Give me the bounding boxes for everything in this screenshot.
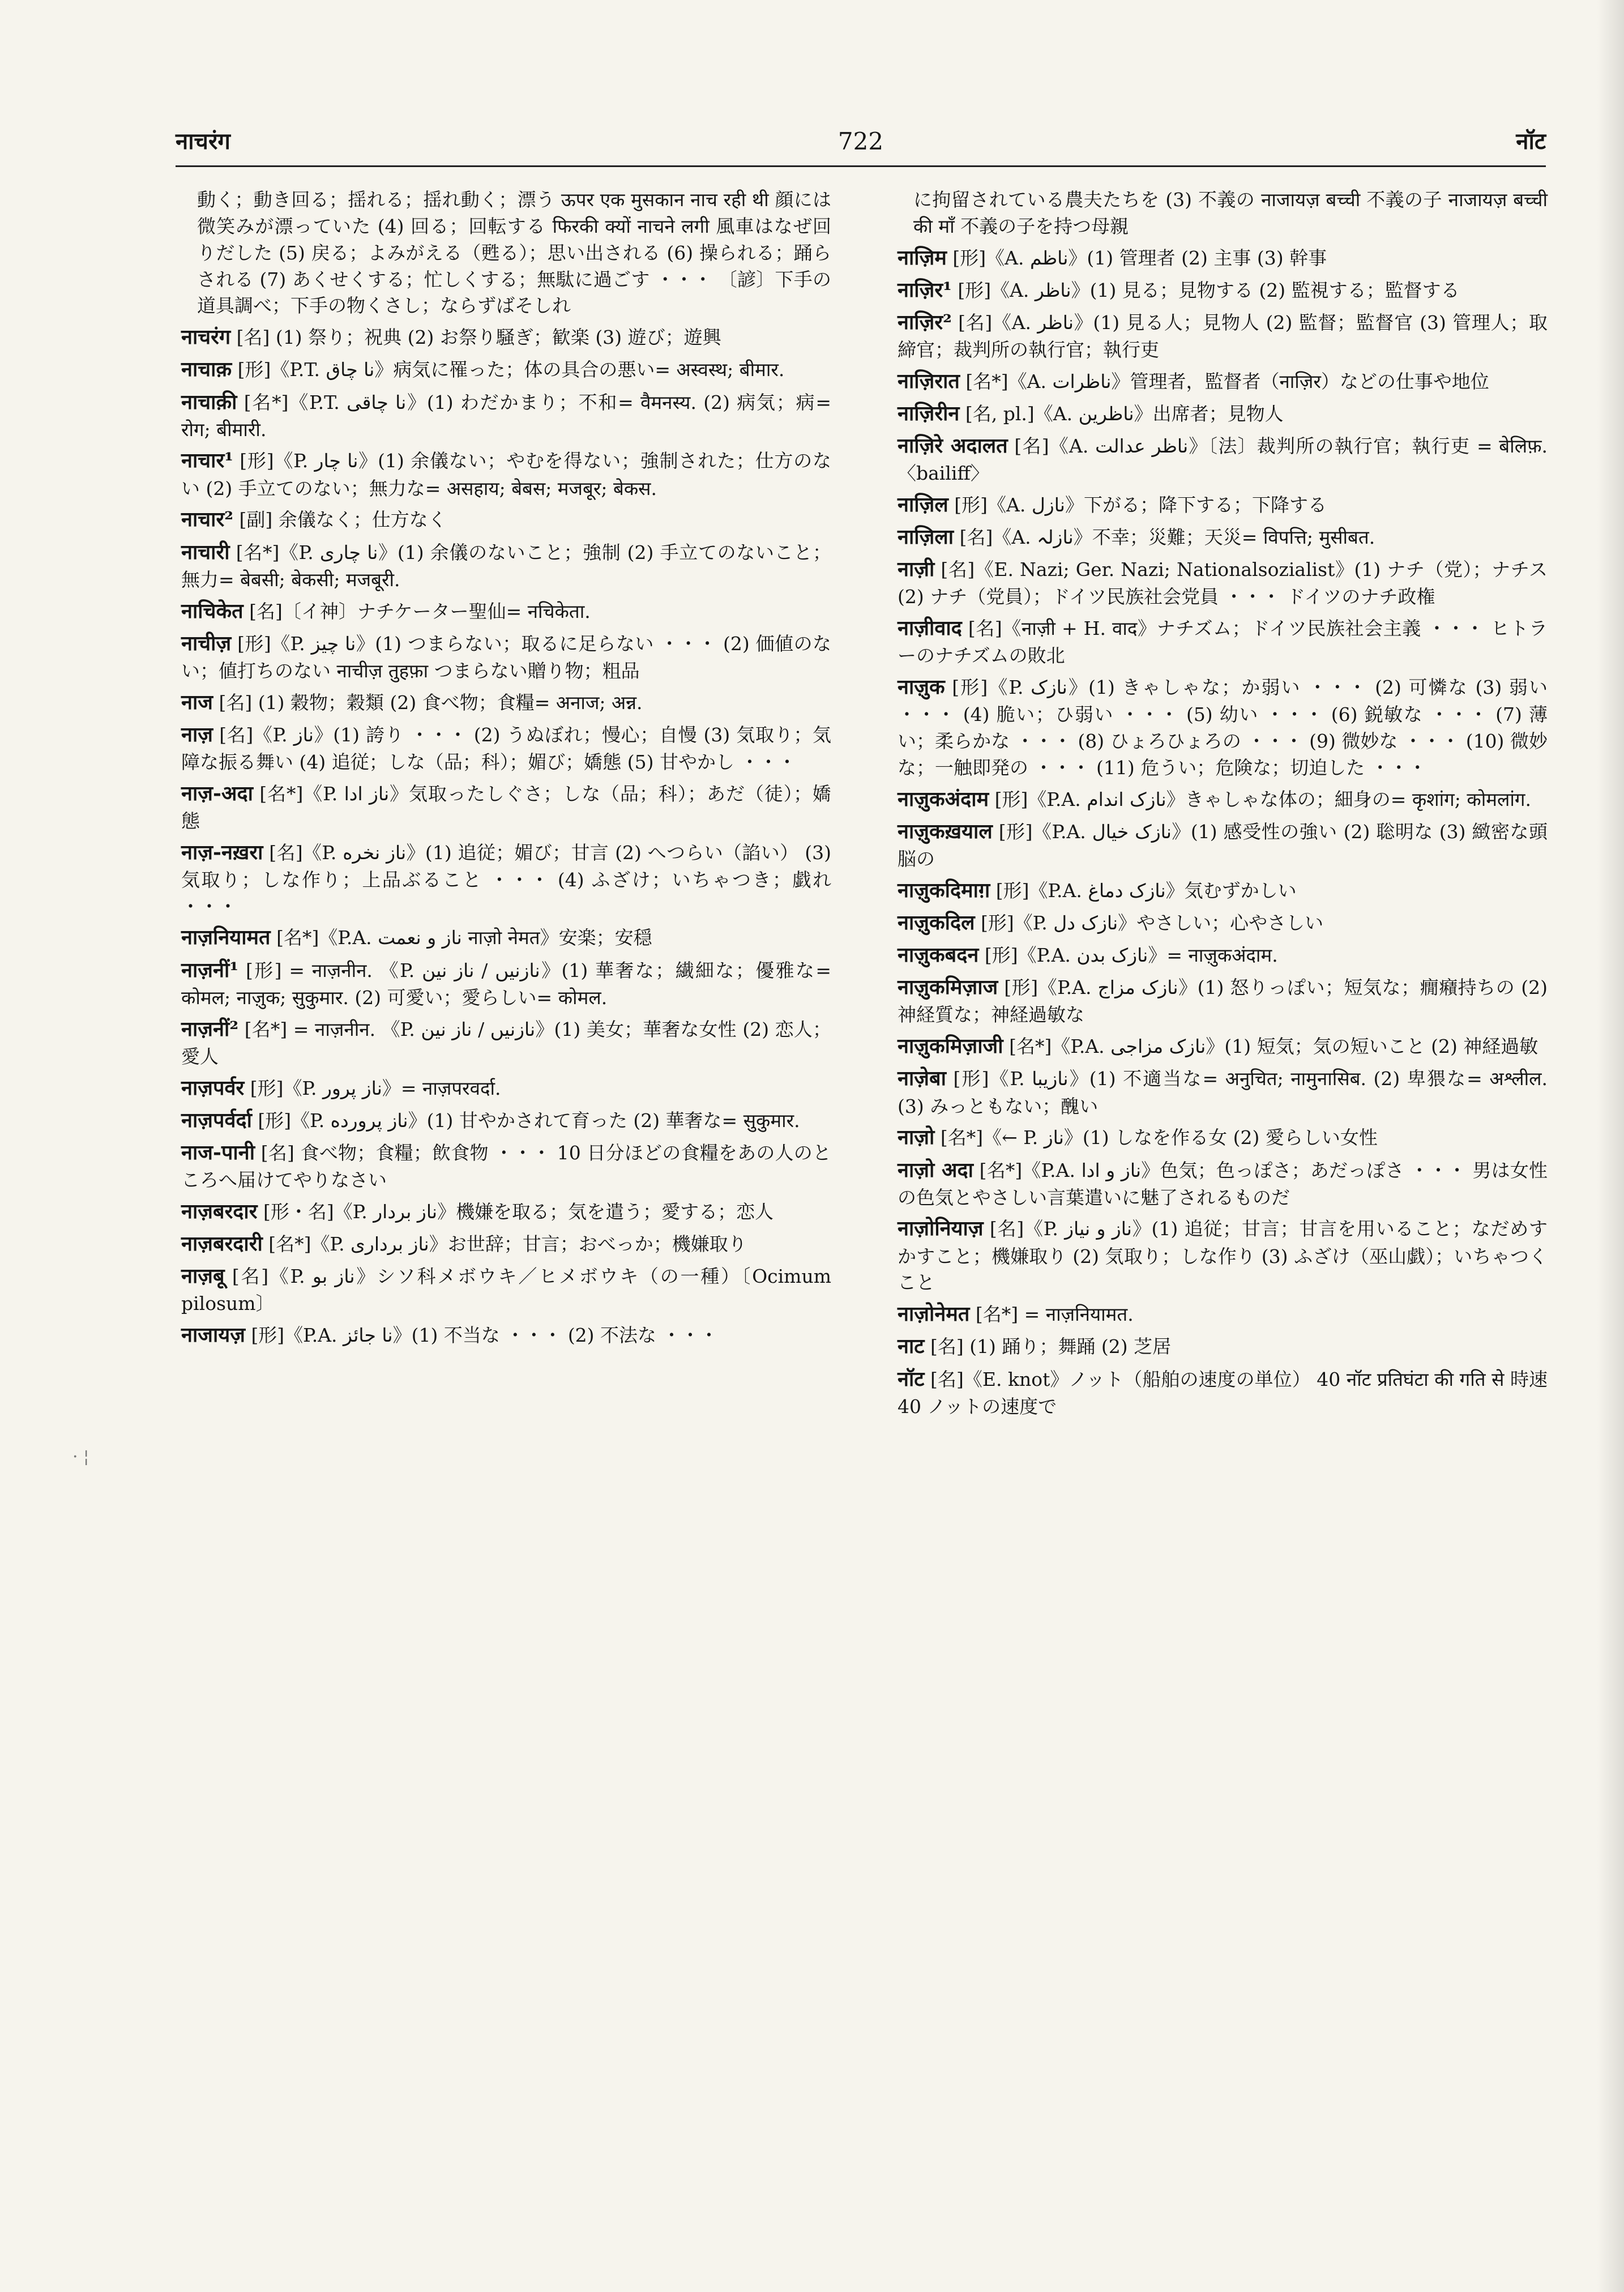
- entry-definition: [名*]《P.A. ناز و نعمت नाज़ो नेमत》安楽；安穏: [276, 927, 652, 949]
- entry-definition: [形]《P.A. نازک مزاج》(1) 怒りっぽい；短気な；癇癪持ちの (2) 神経質な；神経過敏な: [898, 976, 1548, 1026]
- entry-definition: [名*]《P.T. نا چاقی》(1) わだかまり；不和= वैमनस्य. (2) 病気；病= रोग; बीमारी.: [181, 391, 831, 441]
- entry-headword: नाज़पर्वर्दा: [181, 1108, 252, 1132]
- dictionary-entry: [181, 1321, 831, 1350]
- entry-definition: [名, pl.]《A. ناظرین》出席者；見物人: [965, 403, 1284, 425]
- dictionary-entry: [181, 446, 831, 502]
- dictionary-entry: [181, 1015, 831, 1070]
- entry-definition: [名]《P. ناز》(1) 誇り ・・・ (2) うぬぼれ；慢心；自慢 (3) 気取り；気障な振る舞い (4) 追従；しな（品；科）；媚び；嬌態 (5) 甘やかし ・・・: [181, 723, 831, 773]
- entry-definition: [形]《A. نازل》下がる；降下する；下降する: [954, 494, 1327, 517]
- dictionary-entry: [898, 673, 1548, 782]
- entry-definition: [形]《P. نا چار》(1) 余儀ない；やむを得ない；強制された；仕方のない (2) 手立てのない；無力な= असहाय; बेबस; मजबूर; बेकस.: [181, 450, 831, 500]
- entry-headword: नाज़िला: [898, 525, 954, 549]
- dictionary-entry: [898, 941, 1548, 970]
- entry-headword: नाज़ुकमिज़ाजी: [898, 1034, 1003, 1058]
- dictionary-entry: [181, 688, 831, 717]
- dictionary-entry: [898, 614, 1548, 669]
- entry-headword: नॉट: [898, 1367, 925, 1391]
- entry-headword: नाज-पानी: [181, 1140, 255, 1164]
- entry-headword: नाज़िर¹: [898, 278, 952, 302]
- entry-headword: नाज़ोनेमत: [898, 1302, 970, 1326]
- entry-headword: नाज़-अदा: [181, 781, 253, 805]
- dictionary-entry: [898, 244, 1548, 272]
- entry-definition: [名*]《P. نا چاری》(1) 余儀のないこと；強制 (2) 手立てのないこと；無力= बेबसी; बेकसी; मजबूरी.: [181, 541, 832, 591]
- dictionary-entry: [181, 1138, 831, 1194]
- entry-headword: नाचरंग: [181, 325, 231, 349]
- dictionary-entry: [181, 187, 831, 319]
- header-first-headword: नाचरंग: [176, 128, 230, 155]
- entry-headword: नाजायज़: [181, 1322, 245, 1347]
- entry-headword: नाज़नीं¹: [181, 958, 239, 982]
- dictionary-entry: [181, 720, 831, 776]
- entry-definition: [名] (1) 穀物；穀類 (2) 食べ物；食糧= अनाज; अन्न.: [219, 691, 643, 714]
- dictionary-entry: [898, 785, 1548, 814]
- dictionary-entry: [898, 399, 1548, 428]
- entry-definition: [形]《P. نازیبا》(1) 不適当な= अनुचित; नामुनासिब. (2) 卑猥な= अश्लील. (3) みっともない；醜い: [898, 1068, 1548, 1117]
- entry-headword: नाज़नियामत: [181, 925, 271, 950]
- entry-headword: नाज़बरदार: [181, 1199, 258, 1223]
- entry-definition: [形]《A. ناظم》(1) 管理者 (2) 主事 (3) 幹事: [952, 246, 1327, 269]
- dictionary-entry: [898, 973, 1548, 1028]
- entry-definition: [名]《E. Nazi; Ger. Nazi; Nationalsozialist》(1) ナチ（党）；ナチス (2) ナチ（党員）；ドイツ民族社会党員 ・・・ ドイツのナチ政権: [898, 558, 1548, 608]
- entry-headword: नाज़िरे अदालत: [898, 434, 1008, 458]
- dictionary-entry: [181, 923, 831, 952]
- entry-definition: [形]《A. ناظر》(1) 見る；見物する (2) 監視する；監督する: [958, 279, 1460, 301]
- entry-headword: नाज़-नख़रा: [181, 840, 263, 864]
- entry-definition: [名]《P. ناز بو》シソ科メボウキ／ヒメボウキ（の一種）〔Ocimum pilosum〕: [181, 1265, 832, 1315]
- entry-definition: [形]《P.A. نازک دماغ》気むずかしい: [995, 880, 1297, 902]
- entry-headword: नाज़ुकदिल: [898, 911, 975, 935]
- entry-headword: नाज़ुकबदन: [898, 943, 979, 967]
- entry-headword: नाज़ी: [898, 557, 935, 582]
- entry-definition: [名]《A. ناظر》(1) 見る人；見物人 (2) 監督；監督官 (3) 管理人；取締官；裁判所の執行官；執行吏: [898, 311, 1548, 361]
- left-column: [181, 187, 831, 1353]
- entry-definition: に拘留されている農夫たちを (3) 不義の नाजायज़ बच्ची 不義の子 नाजायज़ बच्ची की माँ 不義の子を持つ母親: [913, 189, 1548, 237]
- entry-headword: नाज़ुकमिज़ाज: [898, 975, 998, 1000]
- dictionary-entry: [181, 597, 831, 626]
- header-last-headword: नॉट: [1516, 128, 1546, 155]
- entry-definition: [名]《A. نازلہ》不幸；災難；天災= विपत्ति; मुसीबत.: [959, 526, 1375, 549]
- entry-headword: नाज़िम: [898, 245, 947, 270]
- dictionary-entry: [898, 367, 1548, 396]
- entry-definition: [形]《P.A. نازک خیال》(1) 感受性の強い (2) 聡明な (3) 緻密な頭脳の: [898, 821, 1548, 870]
- entry-headword: नाट: [898, 1334, 925, 1359]
- dictionary-entry: [898, 187, 1548, 240]
- right-column: [898, 187, 1548, 1423]
- entry-definition: [名]〔イ神〕ナチケーター聖仙= नचिकेता.: [249, 600, 591, 622]
- entry-headword: नाज़बू: [181, 1264, 225, 1288]
- dictionary-entry: [898, 308, 1548, 364]
- dictionary-entry: [898, 523, 1548, 552]
- page-number: 722: [837, 127, 884, 155]
- entry-headword: नाज़ोनियाज़: [898, 1217, 984, 1241]
- entry-headword: नाज़ो: [898, 1125, 935, 1150]
- entry-definition: [名*] = नाज़नियामत.: [975, 1303, 1134, 1326]
- running-header: [176, 126, 1546, 162]
- entry-headword: नाज़ुकअंदाम: [898, 787, 989, 811]
- page-edge-shadow: [1597, 0, 1624, 2292]
- header-rule: [176, 165, 1546, 167]
- entry-headword: नाचार²: [181, 507, 233, 532]
- dictionary-entry: [181, 1262, 831, 1317]
- dictionary-entry: [898, 908, 1548, 937]
- entry-definition: [名] (1) 踊り；舞踊 (2) 芝居: [930, 1335, 1172, 1358]
- entry-definition: [名*]《← P. ناز》(1) しなを作る女 (2) 愛らしい女性: [940, 1126, 1378, 1149]
- dictionary-entry: [898, 276, 1548, 305]
- entry-headword: नाचीज़: [181, 631, 232, 655]
- entry-definition: [名] 食べ物；食糧；飲食物 ・・・ 10 日分ほどの食糧をあの人のところへ届けてやりなさい: [181, 1141, 831, 1191]
- entry-headword: नाज: [181, 690, 213, 714]
- entry-headword: नाज़ेबा: [898, 1066, 946, 1091]
- entry-definition: [名*]《A. ناظرات》管理者，監督者（नाज़िर）などの仕事や地位: [965, 370, 1489, 392]
- entry-headword: नाज़िरीन: [898, 402, 960, 426]
- entry-definition: [名]《P. ناز نخره》(1) 追従；媚び；甘言 (2) へつらい（諂い） (3) 気取り；しな作り；上品ぶること ・・・ (4) ふざけ；いちゃつき；戯れ ・・・: [181, 841, 831, 917]
- entry-headword: नाज़ीवाद: [898, 616, 962, 641]
- entry-definition: [名*]《P.A. ناز و ادا》色気；色っぽさ；あだっぽさ ・・・ 男は女性の色気とやさしい言葉遣いに魅了されるものだ: [898, 1159, 1548, 1209]
- dictionary-entry: [181, 1230, 831, 1258]
- dictionary-entry: [898, 1156, 1548, 1211]
- entry-definition: [名]《E. knot》ノット（船舶の速度の単位） 40 नॉट प्रतिघंटा की गति से 時速 40 ノットの速度で: [898, 1368, 1548, 1418]
- dictionary-entry: [181, 355, 831, 384]
- dictionary-entry: [898, 876, 1548, 905]
- margin-mark: · ¦: [72, 1447, 89, 1467]
- entry-headword: नाज़: [181, 722, 213, 746]
- entry-definition: [形]《P.A. نازک اندام》きゃしゃな体の；細身の= कृशांग; कोमलांग.: [994, 788, 1531, 810]
- entry-headword: नाज़ुकख़याल: [898, 820, 993, 844]
- entry-headword: नाज़िर²: [898, 310, 952, 334]
- entry-headword: नाज़ुक: [898, 675, 945, 699]
- dictionary-entry: [898, 1064, 1548, 1120]
- dictionary-entry: [898, 817, 1548, 873]
- entry-headword: नाज़बरदारी: [181, 1231, 263, 1256]
- entry-definition: [形]《P. نا چیز》(1) つまらない；取るに足らない ・・・ (2) 価値のない；値打ちのない नाचीज़ तुहफ़ा つまらない贈り物；粗品: [181, 632, 832, 682]
- entry-headword: नाज़िरात: [898, 369, 960, 393]
- entry-definition: [名]《नाज़ी + H. वाद》ナチズム；ドイツ民族社会主義 ・・・ ヒトラーのナチズムの敗北: [898, 617, 1548, 667]
- dictionary-entry: [898, 555, 1548, 611]
- dictionary-entry: [181, 538, 831, 594]
- entry-definition: [名*]《P. ناز ادا》気取ったしぐさ；しな（品；科）；あだ（徒）；嬌態: [181, 782, 832, 832]
- entry-definition: [形]《P. ناز پرورده》(1) 甘やかされて育った (2) 華奢な= सुकुमार.: [258, 1109, 800, 1132]
- entry-headword: नाज़िल: [898, 493, 948, 517]
- entry-definition: [副] 余儀なく；仕方なく: [239, 509, 447, 531]
- entry-headword: नाज़ुकदिमाग़: [898, 878, 990, 903]
- dictionary-entry: [181, 1074, 831, 1103]
- dictionary-entry: [898, 1332, 1548, 1361]
- entry-definition: [形・名]《P. ناز بردار》機嫌を取る；気を遣う；愛する；恋人: [263, 1200, 774, 1223]
- dictionary-entry: [181, 838, 831, 920]
- dictionary-entry: [898, 432, 1548, 487]
- dictionary-entry: [181, 629, 831, 685]
- dictionary-entry: [898, 1214, 1548, 1296]
- entry-definition: [名*]《P.A. نازک مزاجی》(1) 短気；気の短いこと (2) 神経過敏: [1009, 1035, 1538, 1058]
- entry-definition: [名*] = नाज़नीन. 《P. نازنیں / ناز نین》(1) 美女；華奢な女性 (2) 恋人；愛人: [181, 1018, 832, 1068]
- entry-headword: नाचार¹: [181, 449, 233, 473]
- dictionary-entry: [181, 1197, 831, 1226]
- dictionary-entry: [181, 505, 831, 534]
- dictionary-entry: [898, 490, 1548, 519]
- entry-definition: [形] = नाज़नीन. 《P. نازنیں / ناز نین》(1) 華奢な；繊細な；優雅な= कोमल; नाज़ुक; सुकुमार. (2) 可愛い；愛らしい= कोमल.: [181, 959, 832, 1009]
- entry-definition: [名] (1) 祭り；祝典 (2) お祭り騒ぎ；歓楽 (3) 遊び；遊興: [236, 326, 721, 349]
- dictionary-entry: [181, 956, 831, 1011]
- dictionary-entry: [898, 1300, 1548, 1329]
- entry-headword: नाज़पर्वर: [181, 1075, 245, 1100]
- entry-definition: [形]《P.A. نا جائز》(1) 不当な ・・・ (2) 不法な ・・・: [251, 1324, 719, 1346]
- entry-definition: [名*]《P. ناز برداری》お世辞；甘言；おべっか；機嫌取り: [268, 1232, 747, 1255]
- entry-headword: नाचाक़ी: [181, 390, 237, 414]
- entry-definition: 動く；動き回る；揺れる；揺れ動く；漂う ऊपर एक मुसकान नाच रही थी 顔には微笑みが漂っていた (4) 回る；回転する फिरकी क्यों नाचने लगी 風車はなぜ回りだした (5) 戻る；よみがえる（甦る）；思い出される (6) 操られる；踊らされる (7) あくせくする；忙しくする；無駄に過ごす ・・・ 〔諺〕下手の道具調べ；下手の物くさし；ならずばそしれ: [197, 189, 831, 317]
- dictionary-entry: [181, 779, 831, 835]
- dictionary-entry: [181, 323, 831, 352]
- entry-definition: [形]《P. نازک》(1) きゃしゃな；か弱い ・・・ (2) 可憐な (3) 弱い ・・・ (4) 脆い；ひ弱い ・・・ (5) 幼い ・・・ (6) 鋭敏な ・・・ (7) 薄い；柔らかな ・・・ (8) ひょろひょろの ・・・ (9) 微妙な ・・・ (10) 微妙な；一触即発の ・・・ (11) 危うい；危険な；切迫した ・・・: [898, 676, 1548, 779]
- entry-definition: [名]《A. ناظر عدالت》〔法〕裁判所の執行官；執行吏 = बेलिफ़. 〈bailiff〉: [898, 435, 1548, 485]
- dictionary-entry: [898, 1365, 1548, 1420]
- entry-definition: [名]《P. ناز و نیاز》(1) 追従；甘言；甘言を用いること；なだめすかすこと；機嫌取り (2) 気取り；しな作り (3) ふざけ（巫山戯）；いちゃつくこと: [898, 1218, 1548, 1294]
- entry-headword: नाचाक़: [181, 357, 232, 382]
- entry-headword: नाचिकेत: [181, 599, 243, 623]
- dictionary-entry: [898, 1032, 1548, 1061]
- entry-definition: [形]《P.T. نا چاق》病気に罹った；体の具合の悪い= अस्वस्थ; बीमार.: [237, 358, 785, 381]
- entry-definition: [形]《P.A. نازک بدن》= नाज़ुकअंदाम.: [984, 944, 1278, 967]
- dictionary-entry: [181, 1106, 831, 1135]
- dictionary-entry: [181, 388, 831, 443]
- dictionary-entry: [898, 1123, 1548, 1152]
- entry-definition: [形]《P. ناز پرور》= नाज़परवर्दा.: [250, 1077, 501, 1099]
- entry-definition: [形]《P. نازک دل》やさしい；心やさしい: [981, 912, 1324, 934]
- entry-headword: नाचारी: [181, 540, 230, 564]
- entry-headword: नाज़ो अदा: [898, 1158, 973, 1182]
- entry-headword: नाज़नीं²: [181, 1017, 239, 1041]
